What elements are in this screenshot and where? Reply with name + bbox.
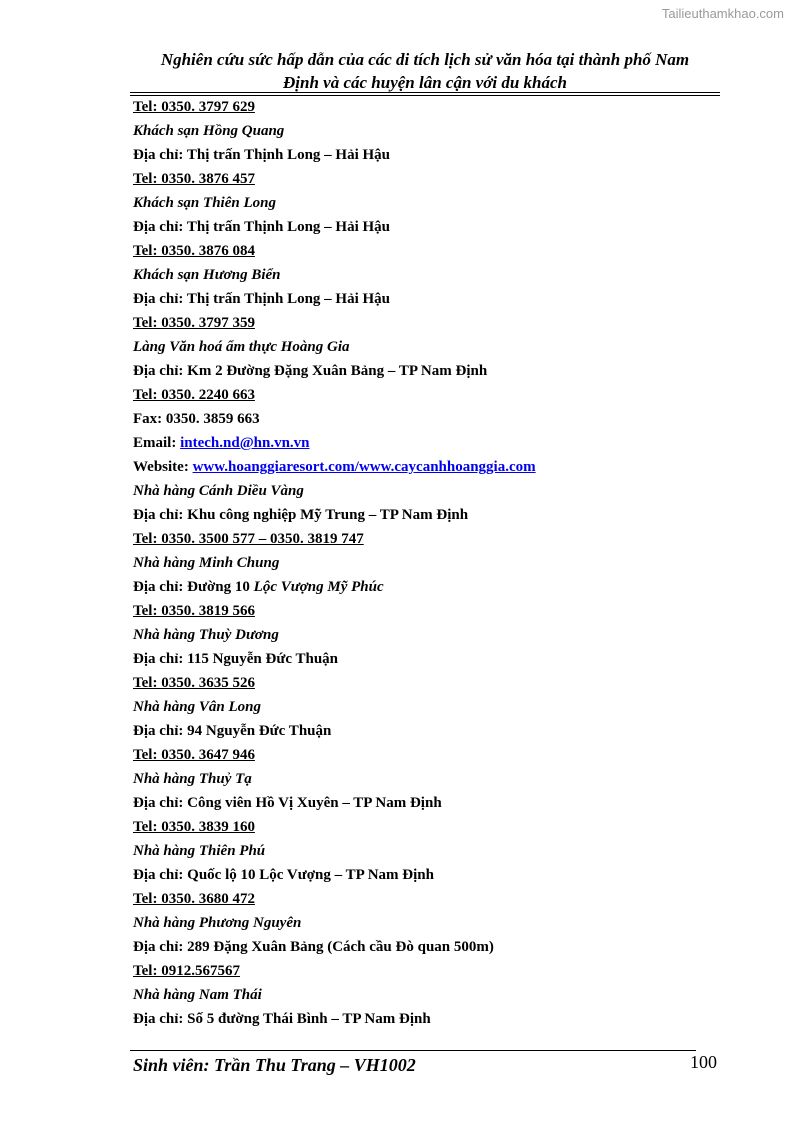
venue-name: Nhà hàng Cánh Diều Vàng	[133, 483, 304, 499]
address-line: Địa chỉ: 115 Nguyễn Đức Thuận	[133, 651, 339, 667]
website-label: Website:	[133, 459, 193, 475]
phone-number: Tel: 0350. 3876 084	[133, 243, 255, 259]
header-title-line2: Định và các huyện lân cận với du khách	[283, 73, 567, 92]
venue-name: Nhà hàng Nam Thái	[133, 987, 262, 1003]
website-link[interactable]: www.hoanggiaresort.com/www.caycanhhoanggia.com	[192, 459, 536, 475]
phone-line	[133, 887, 713, 911]
venue-name: Khách sạn Hương Biển	[133, 267, 281, 283]
address-line: Địa chỉ: 94 Nguyễn Đức Thuận	[133, 723, 332, 739]
phone-number: Tel: 0350. 2240 663	[133, 387, 255, 403]
footer-divider	[130, 1050, 696, 1051]
address-line: Địa chỉ: Quốc lộ 10 Lộc Vượng – TP Nam Định	[133, 867, 434, 883]
address-line	[133, 575, 713, 599]
venue-name: Khách sạn Thiên Long	[133, 195, 276, 211]
phone-line	[133, 383, 713, 407]
venue-name: Nhà hàng Thiên Phú	[133, 843, 266, 859]
address-line: Địa chỉ: Công viên Hồ Vị Xuyên – TP Nam Định	[133, 795, 442, 811]
phone-number: Tel: 0350. 3876 457	[133, 171, 255, 187]
venue-name: Nhà hàng Phương Nguyên	[133, 915, 302, 931]
phone-line	[133, 167, 713, 191]
phone-number: Tel: 0350. 3500 577 – 0350. 3819 747	[133, 531, 364, 547]
phone-number: Tel: 0912.567567	[133, 963, 240, 979]
header-divider	[130, 92, 720, 93]
venue-name: Làng Văn hoá ẩm thực Hoàng Gia	[133, 339, 350, 355]
phone-line	[133, 599, 713, 623]
address-label: Địa chỉ: Đường 10	[133, 579, 254, 595]
address-line: Địa chỉ: Thị trấn Thịnh Long – Hải Hậu	[133, 147, 391, 163]
header-title-line1: Nghiên cứu sức hấp dẫn của các di tích lịch sử văn hóa tại thành phố Nam	[160, 50, 690, 69]
directory-list	[133, 95, 713, 1031]
phone-line	[133, 527, 713, 551]
phone-number: Tel: 0350. 3635 526	[133, 675, 255, 691]
footer-author: Sinh viên: Trần Thu Trang – VH1002	[133, 1055, 416, 1075]
phone-line	[133, 815, 713, 839]
venue-name: Nhà hàng Thuỷ Tạ	[133, 771, 252, 787]
address-line: Địa chỉ: Thị trấn Thịnh Long – Hải Hậu	[133, 219, 391, 235]
phone-line	[133, 959, 713, 983]
address-line: Địa chỉ: 289 Đặng Xuân Bảng (Cách cầu Đò quan 500m)	[133, 939, 494, 955]
phone-number: Tel: 0350. 3839 160	[133, 819, 255, 835]
phone-line	[133, 671, 713, 695]
phone-line	[133, 239, 713, 263]
phone-number: Tel: 0350. 3797 629	[133, 99, 255, 115]
phone-line	[133, 743, 713, 767]
phone-number: Tel: 0350. 3797 359	[133, 315, 255, 331]
email-label: Email:	[133, 435, 181, 451]
address-italic-part: Lộc Vượng Mỹ Phúc	[253, 579, 384, 595]
email-link[interactable]: intech.nd@hn.vn.vn	[180, 435, 310, 451]
address-line: Địa chỉ: Số 5 đường Thái Bình – TP Nam Định	[133, 1011, 431, 1027]
venue-name: Khách sạn Hồng Quang	[133, 123, 285, 139]
email-line	[133, 431, 713, 455]
watermark: Tailieuthamkhao.com	[661, 6, 784, 21]
page-header	[130, 48, 720, 94]
venue-name: Nhà hàng Minh Chung	[133, 555, 280, 571]
venue-name: Nhà hàng Vân Long	[133, 699, 261, 715]
phone-line	[133, 311, 713, 335]
venue-name: Nhà hàng Thuỳ Dương	[133, 627, 279, 643]
phone-number: Tel: 0350. 3680 472	[133, 891, 255, 907]
phone-line	[133, 95, 713, 119]
page-number: 100	[690, 1052, 717, 1072]
address-line: Địa chỉ: Khu công nghiệp Mỹ Trung – TP Nam Định	[133, 507, 469, 523]
address-line: Địa chỉ: Thị trấn Thịnh Long – Hải Hậu	[133, 291, 391, 307]
website-line	[133, 455, 713, 479]
phone-number: Tel: 0350. 3819 566	[133, 603, 255, 619]
address-line: Địa chỉ: Km 2 Đường Đặng Xuân Bảng – TP Nam Định	[133, 363, 488, 379]
phone-number: Tel: 0350. 3647 946	[133, 747, 255, 763]
address-line: Fax: 0350. 3859 663	[133, 411, 260, 427]
